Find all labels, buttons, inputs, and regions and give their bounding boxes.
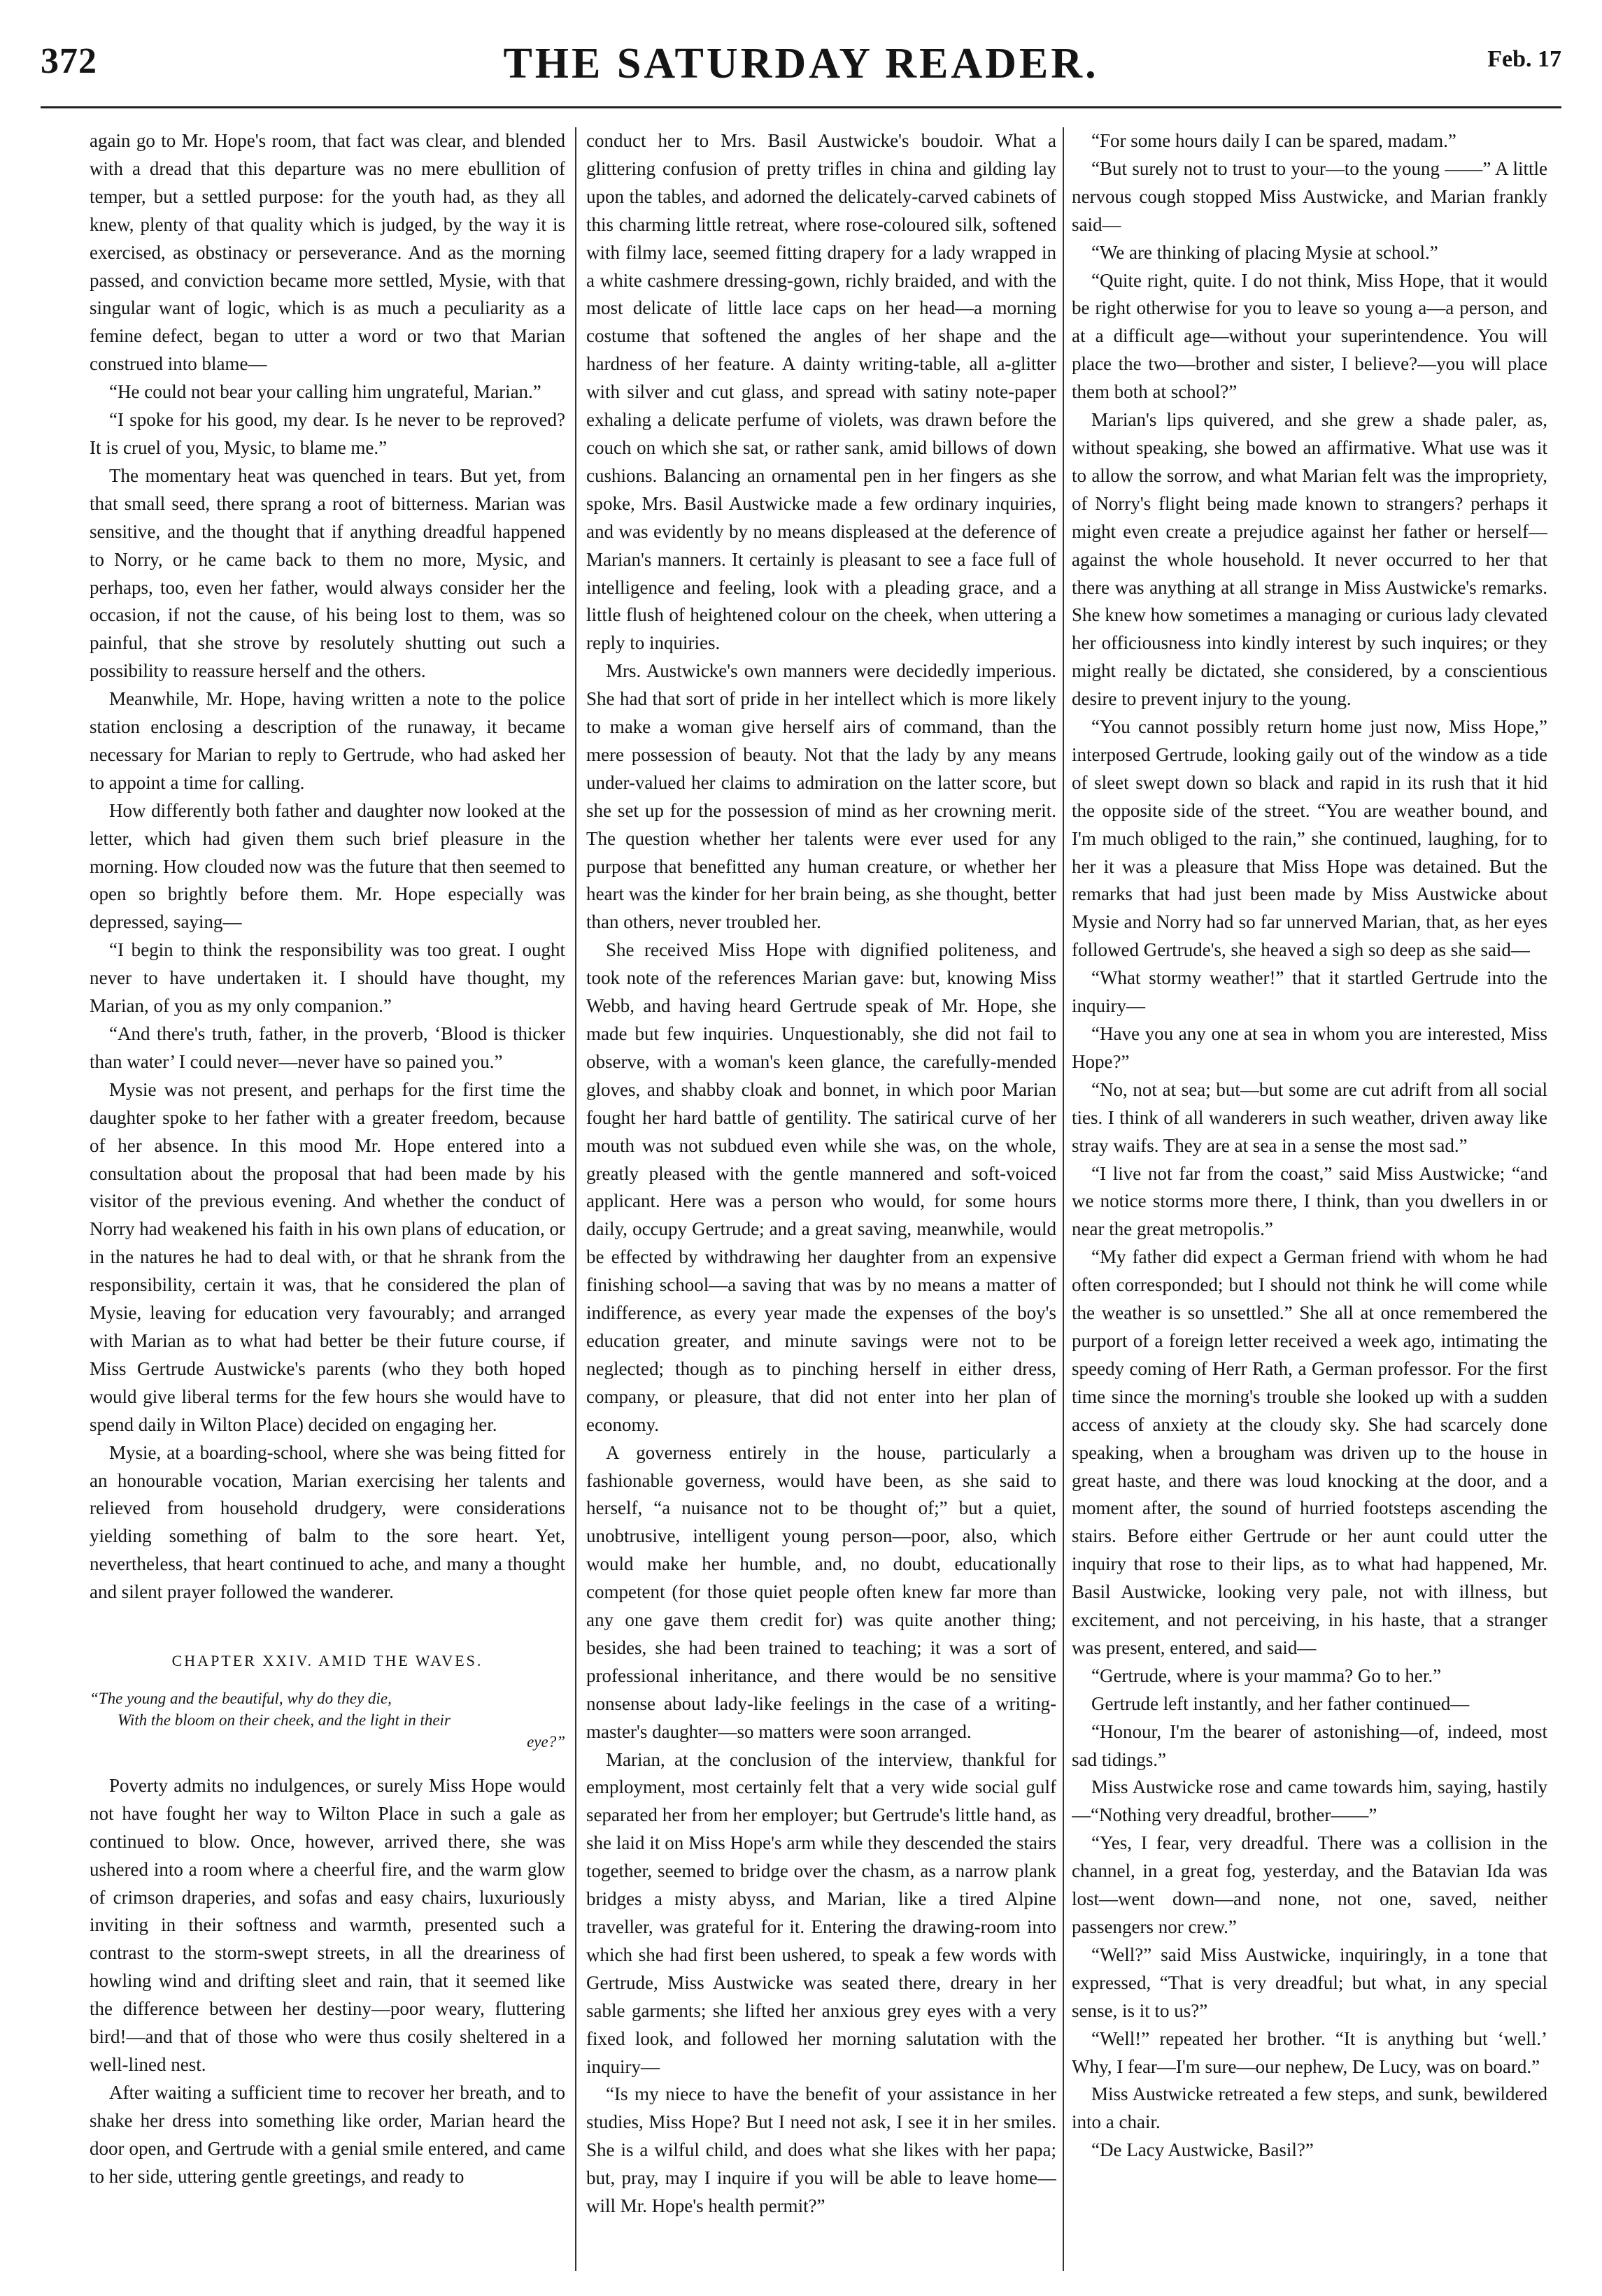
- masthead-title: THE SATURDAY READER.: [503, 40, 1099, 87]
- paragraph: Mrs. Austwicke's own manners were decidedly imperious. She had that sort of pride in her intellect which is more likely to make a woman give herself airs of command, than the mere possession of beauty. Not that the lady by any means under-valued her claims to admiration on the latter score, but she set up for the possession of mind as her crowning merit. The question whether her talents were ever used for any purpose that benefitted any human creature, or whether her heart was the kinder for her brain being, as she thought, better than others, never troubled her.: [586, 660, 1056, 933]
- paragraph: “We are thinking of placing Mysie at school.”: [1091, 241, 1438, 263]
- column-divider: [1063, 127, 1064, 2271]
- paragraph: How differently both father and daughter now looked at the letter, which had given them such brief pleasure in the morning. How clouded now was the future that then seemed to open so brightly before them. Mr. Hope especially was depressed, saying—: [90, 799, 565, 933]
- epigraph-line: eye?”: [527, 1732, 565, 1750]
- paragraph: “I live not far from the coast,” said Miss Austwicke; “and we notice storms more there, I think, than you dwellers in or near the great metropolis.”: [1072, 1162, 1547, 1240]
- paragraph: conduct her to Mrs. Basil Austwicke's boudoir. What a glittering confusion of pretty trifles in china and gilding lay upon the tables, and adorned the delicately-carved cabinets of this charming little retreat, where rose-coloured silk, softened with filmy lace, seemed fitting drapery for a lady wrapped in a white cashmere dressing-gown, richly braided, and with the most delicate of little lace caps on her head—a morning costume that softened the angles of her shape and the hardness of her feature. A dainty writing-table, all a-glitter with silver and cut glass, and spread with satiny note-paper exhaling a delicate perfume of violets, was drawn before the couch on which she sat, or rather sank, amid billows of down cushions. Balancing an ornamental pen in her fingers as she spoke, Mrs. Basil Austwicke made a few ordinary inquiries, and was evidently by no means displeased at the deference of Marian's manners. It certainly is pleasant to see a face full of intelligence and feeling, look with a pleading grace, and a little flush of heightened colour on the cheek, when uttering a reply to inquiries.: [586, 130, 1056, 654]
- paragraph: Marian, at the conclusion of the interview, thankful for employment, most certainly felt that a very wide social gulf separated her from her employer; but Gertrude's little hand, as she laid it on Miss Hope's arm while they descended the stairs together, seemed to bridge over the chasm, as a narrow plank bridges a misty abyss, and Marian, like a tired Alpine traveller, was grateful for it. Entering the drawing-room into which she had first been ushered, to speak a few words with Gertrude, Miss Austwicke was seated there, dreary in her sable garments; she lifted her anxious grey eyes with a very fixed look, and followed her morning salutation with the inquiry—: [586, 1748, 1056, 2077]
- paragraph: A governess entirely in the house, particularly a fashionable governess, would have been, as she said to herself, “a nuisance not to be thought of;” but a quiet, unobtrusive, intelligent young person—poor, also, which would make her humble, and, no doubt, educationally competent (for those quiet people often knew far more than any one gave them credit for) was quite another thing; besides, she had been trained to teaching; it was a sort of professional inheritance, and there would be no sensitive nonsense about lady-like feelings in the case of a writing-master's daughter—so matters were soon arranged.: [586, 1441, 1056, 1742]
- epigraph-line: “The young and the beautiful, why do they die,: [90, 1689, 392, 1707]
- page-number: 372: [41, 41, 97, 81]
- column-divider: [575, 127, 576, 2271]
- column-2: [586, 127, 1056, 2271]
- epigraph: [90, 1688, 565, 1753]
- paragraph: Gertrude left instantly, and her father continued—: [1091, 1692, 1470, 1714]
- paragraph: Marian's lips quivered, and she grew a shade paler, as, without speaking, she bowed an affirmative. What use was it to allow the sorrow, and what Marian felt was the impropriety, of Norry's flight being made known to strangers? perhaps it might even create a prejudice against her father or herself—against the whole household. It never occurred to her that there was anything at all strange in Miss Austwicke's remarks. She knew how sometimes a managing or curious lady clevated her officiousness into kindly interest by such inquires; or they might really be dictated, she considered, by a conscientious desire to prevent injury to the young.: [1072, 409, 1547, 710]
- paragraph: “What stormy weather!” that it startled Gertrude into the inquiry—: [1072, 967, 1547, 1017]
- paragraph: Miss Austwicke rose and came towards him, saying, hastily—“Nothing very dreadful, brother——”: [1072, 1776, 1547, 1826]
- column-3: [1072, 127, 1547, 2271]
- issue-date: Feb. 17: [1487, 46, 1561, 72]
- paragraph: “Quite right, quite. I do not think, Miss Hope, that it would be right otherwise for you to leave so young a—a person, and at a difficult age—without your superintendence. You will place the two—brother and sister, I believe?—you will place them both at school?”: [1072, 269, 1547, 403]
- epigraph-line: With the bloom on their cheek, and the light in their: [118, 1711, 451, 1729]
- paragraph: The momentary heat was quenched in tears. But yet, from that small seed, there sprang a root of bitterness. Marian was sensitive, and the thought that if anything dreadful happened to Norry, or he came back to them no more, Mysic, and perhaps, too, even her father, would always consider her the occasion, if not the cause, of his being lost to them, was so painful, that she strove by resolutely shutting out such a possibility to reassure herself and the others.: [90, 464, 565, 682]
- paragraph: “But surely not to trust to your—to the young ——” A little nervous cough stopped Miss Austwicke, and Marian frankly said—: [1072, 157, 1547, 235]
- paragraph: “Well!” repeated her brother. “It is anything but ‘well.’ Why, I fear—I'm sure—our nephew, De Lucy, was on board.”: [1072, 2027, 1547, 2077]
- paragraph: She received Miss Hope with dignified politeness, and took note of the references Marian gave: but, knowing Miss Webb, and having heard Gertrude speak of Mr. Hope, she made but few inquiries. Unquestionably, she did not fail to observe, with a woman's keen glance, the carefully-mended gloves, and shabby cloak and bonnet, in which poor Marian fought her hard battle of gentility. The satirical curve of her mouth was not subdued even while she was, on the whole, greatly pleased with the gentle mannered and soft-voiced applicant. Here was a person who would, for some hours daily, occupy Gertrude; and a great saving, meanwhile, would be effected by withdrawing her daughter from an expensive finishing school—a saving that was by no means a matter of indifference, as every year made the expenses of the boy's education greater, and minute savings were not to be neglected; though as to pinching herself in either dress, company, or pleasure, that did not enter into her plan of economy.: [586, 939, 1056, 1435]
- page-header: [0, 0, 1602, 122]
- paragraph: “No, not at sea; but—but some are cut adrift from all social ties. I think of all wanderers in such weather, driven away like stray waifs. They are at sea in a sense the most sad.”: [1072, 1078, 1547, 1156]
- paragraph: “Well?” said Miss Austwicke, inquiringly, in a tone that expressed, “That is very dreadful; but what, in any special sense, is it to us?”: [1072, 1944, 1547, 2021]
- paragraph: again go to Mr. Hope's room, that fact was clear, and blended with a dread that this departure was no mere ebullition of temper, but a settled purpose: for the youth had, as they all knew, plenty of that quality which is judged, by the way it is exercised, as obstinacy or perseverance. And as the morning passed, and conviction became more settled, Mysie, with that singular want of logic, which is as much a peculiarity as a femine defect, began to utter a word or two that Marian construed into blame—: [90, 130, 565, 375]
- paragraph: “Is my niece to have the benefit of your assistance in her studies, Miss Hope? But I need not ask, I see it in her smiles. She is a wilful child, and does what she likes with her papa; but, pray, may I inquire if you will be able to leave home—will Mr. Hope's health permit?”: [586, 2083, 1056, 2217]
- paragraph: “My father did expect a German friend with whom he had often corresponded; but I should not think he will come while the weather is so unsettled.” She all at once remembered the purport of a foreign letter received a week ago, intimating the speedy coming of Herr Rath, a German professor. For the first time since the morning's trouble she looked up with a sudden access of anxiety at the cloudy sky. She had scarcely done speaking, when a brougham was driven up to the house in great haste, and there was loud knocking at the door, and a moment after, the sound of hurried footsteps ascending the stairs. Before either Gertrude or her aunt could utter the inquiry that rose to their lips, as to what had happened, Mr. Basil Austwicke, looking very pale, not with illness, but excitement, and not perceiving, in his haste, that a stranger was present, entered, and said—: [1072, 1246, 1547, 1658]
- paragraph: “You cannot possibly return home just now, Miss Hope,” interposed Gertrude, looking gaily out of the window as a tide of sleet swept down so black and rapid in its rush that it hid the opposite side of the street. “You are weather bound, and I'm much obliged to the rain,” she continued, laughing, for to her it was a pleasure that Miss Hope was detained. But the remarks that had just been made by Miss Austwicke about Mysie and Norry had so far unnerved Marian, that, as her eyes followed Gertrude's, she heaved a sigh so deep as she said—: [1072, 716, 1547, 961]
- column-1: [90, 127, 565, 2271]
- paragraph: “For some hours daily I can be spared, madam.”: [1091, 130, 1456, 151]
- chapter-heading: CHAPTER XXIV. AMID THE WAVES.: [171, 1652, 483, 1670]
- paragraph: Mysie was not present, and perhaps for the first time the daughter spoke to her father with a greater freedom, because of her absence. In this mood Mr. Hope entered into a consultation about the proposal that had been made by his visitor of the previous evening. And whether the conduct of Norry had weakened his faith in his own plans of education, or in the natures he had to deal with, or that he shrank from the responsibility, certain it was, that he considered the plan of Mysie, leaving for education very favourably; and arranged with Marian as to what had better be their future course, if Miss Gertrude Austwicke's parents (who they both hoped would give liberal terms for the few hours she would have to spend daily in Wilton Place) decided on engaging her.: [90, 1078, 565, 1435]
- paragraph: “Have you any one at sea in whom you are interested, Miss Hope?”: [1072, 1023, 1547, 1072]
- paragraph: Mysie, at a boarding-school, where she was being fitted for an honourable vocation, Marian exercising her talents and relieved from household drudgery, were considerations yielding something of balm to the sore heart. Yet, nevertheless, that heart continued to ache, and many a thought and silent prayer followed the wanderer.: [90, 1441, 565, 1603]
- paragraph: “I spoke for his good, my dear. Is he never to be reproved? It is cruel of you, Mysic, to blame me.”: [90, 409, 565, 458]
- header-rule: [41, 106, 1561, 108]
- paragraph: Miss Austwicke retreated a few steps, and sunk, bewildered into a chair.: [1072, 2083, 1547, 2133]
- paragraph: “Honour, I'm the bearer of astonishing—of, indeed, most sad tidings.”: [1072, 1720, 1547, 1770]
- paragraph: “De Lacy Austwicke, Basil?”: [1091, 2139, 1314, 2161]
- paragraph: “And there's truth, father, in the proverb, ‘Blood is thicker than water’ I could never—never have so pained you.”: [90, 1023, 565, 1072]
- paragraph: Meanwhile, Mr. Hope, having written a note to the police station enclosing a description of the runaway, it became necessary for Marian to reply to Gertrude, who had asked her to appoint a time for calling.: [90, 688, 565, 793]
- paragraph: “I begin to think the responsibility was too great. I ought never to have undertaken it. I should have thought, my Marian, of you as my only companion.”: [90, 939, 565, 1017]
- paragraph: “Yes, I fear, very dreadful. There was a collision in the channel, in a great fog, yesterday, and the Batavian Ida was lost—went down—and none, not one, saved, neither passengers nor crew.”: [1072, 1832, 1547, 1937]
- paragraph: “He could not bear your calling him ungrateful, Marian.”: [109, 381, 541, 403]
- paragraph: After waiting a sufficient time to recover her breath, and to shake her dress into something like order, Marian heard the door open, and Gertrude with a genial smile entered, and came to her side, uttering gentle greetings, and ready to: [90, 2081, 565, 2187]
- paragraph: “Gertrude, where is your mamma? Go to her.”: [1091, 1664, 1442, 1686]
- paragraph: Poverty admits no indulgences, or surely Miss Hope would not have fought her way to Wilton Place in such a gale as continued to blow. Once, however, arrived there, she was ushered into a room where a cheerful fire, and the warm glow of crimson draperies, and sofas and easy chairs, luxuriously inviting in their softness and warmth, presented such a contrast to the storm-swept streets, in all the dreariness of howling wind and drifting sleet and rain, that it seemed like the difference between her destiny—poor weary, fluttering bird!—and that of those who were thus cosily sheltered in a well-lined nest.: [90, 1774, 565, 2075]
